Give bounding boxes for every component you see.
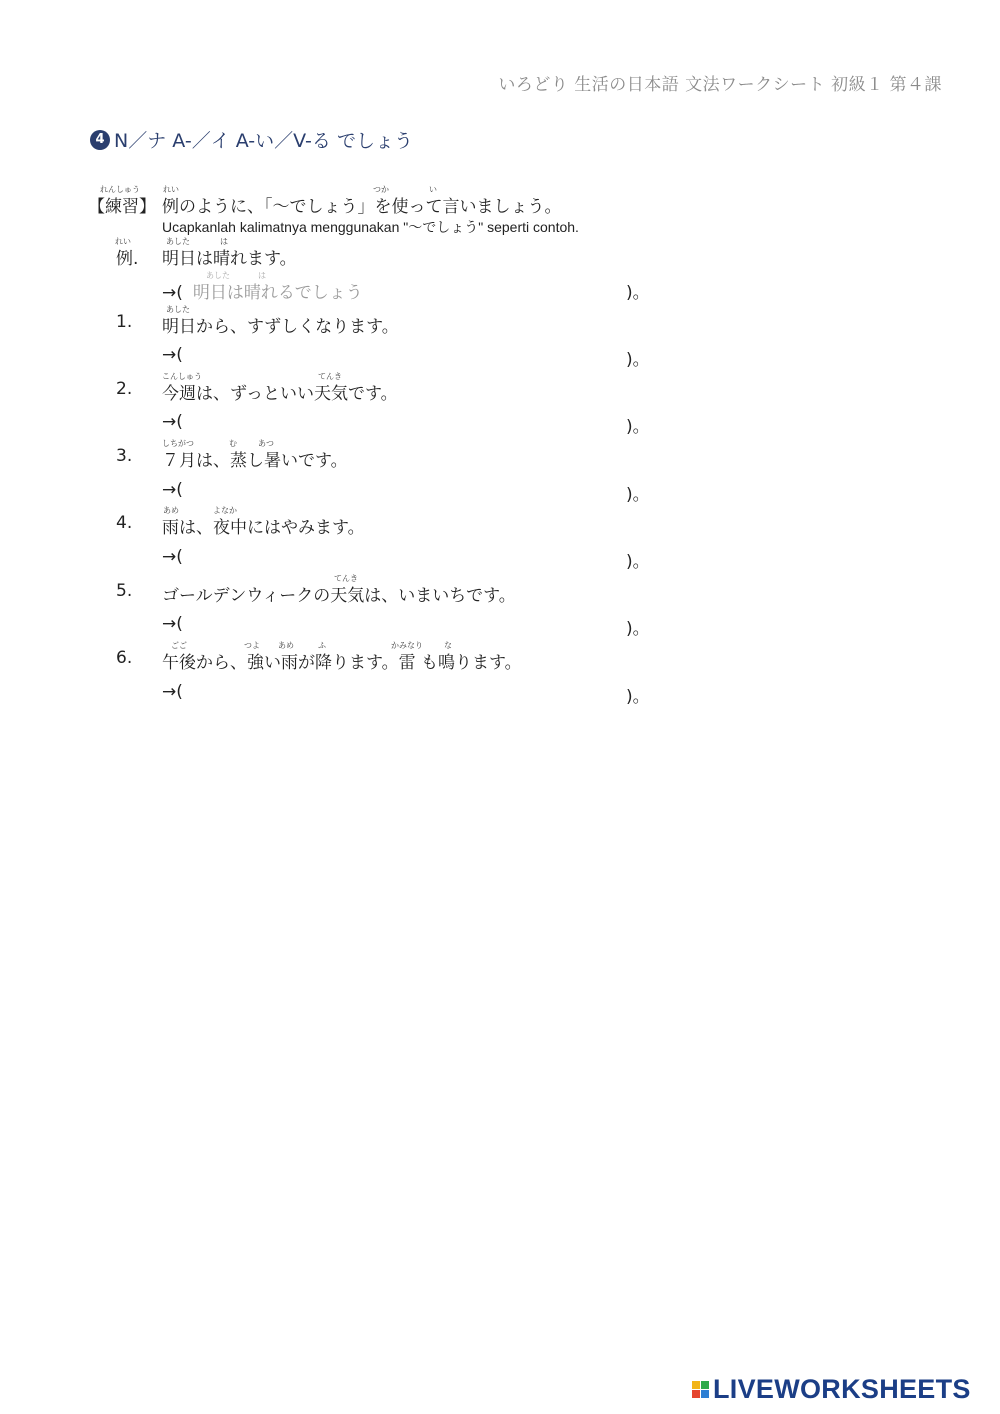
item-number: 3. xyxy=(116,446,133,466)
furigana-item3-shichigatsu: しちがつ xyxy=(162,439,194,448)
furigana-rei: れい xyxy=(163,185,179,194)
furigana-example-answer-ashita: あした xyxy=(206,271,230,280)
item-number: 1. xyxy=(116,312,133,332)
answer-prefix: →( xyxy=(162,682,183,702)
furigana-item4-yonaka: よなか xyxy=(213,506,237,515)
item-sentence: 明日から、すずしくなります。 xyxy=(162,317,399,337)
instruction-subtext: Ucapkanlah kalimatnya menggunakan "～でしょう" seperti contoh. xyxy=(162,219,579,235)
furigana-ashita: あした xyxy=(166,237,190,246)
answer-prefix: →( xyxy=(162,547,183,567)
instruction-text: 例のように、「～でしょう」を使って言いましょう。 xyxy=(162,197,562,217)
worksheet-header: いろどり 生活の日本語 文法ワークシート 初級１ 第４課 xyxy=(498,75,942,95)
furigana-item6-fu: ふ xyxy=(318,641,326,650)
answer-suffix: )。 xyxy=(626,485,650,505)
furigana-tsuka: つか xyxy=(373,185,389,194)
item-sentence: 今週は、ずっといい天気です。 xyxy=(162,384,398,404)
example-answer: 明日は晴れるでしょう xyxy=(192,283,363,303)
logo-square-icon xyxy=(692,1390,700,1398)
item-sentence: 午後から、強い雨が降ります。雷 も鳴ります。 xyxy=(162,653,522,673)
furigana-example-answer-ha: は xyxy=(258,271,266,280)
furigana-item6-na: な xyxy=(444,641,452,650)
logo-square-icon xyxy=(701,1381,709,1389)
answer-suffix: )。 xyxy=(626,350,650,370)
furigana-ha: は xyxy=(220,237,228,246)
furigana-item3-mu: む xyxy=(229,439,237,448)
furigana-item6-gogo: ごご xyxy=(171,641,187,650)
answer-prefix: →( xyxy=(162,614,183,634)
example-sentence: 明日は晴れます。 xyxy=(162,249,297,269)
furigana-item6-tsuyo: つよ xyxy=(244,641,260,650)
section-title-text: N／ナ A-／イ A-い／V-る でしょう xyxy=(114,130,413,152)
section-number-badge: 4 xyxy=(90,130,110,150)
answer-suffix: )。 xyxy=(626,552,650,572)
item-number: 6. xyxy=(116,648,133,668)
item-number: 5. xyxy=(116,581,133,601)
item-sentence: 雨は、夜中にはやみます。 xyxy=(162,518,365,538)
furigana-renshuu: れんしゅう xyxy=(100,185,140,194)
furigana-item1-ashita: あした xyxy=(166,305,190,314)
furigana-i: い xyxy=(429,185,437,194)
example-answer-row xyxy=(162,278,363,303)
furigana-item6-kaminari: かみなり xyxy=(391,641,423,650)
answer-prefix: →( xyxy=(162,345,183,365)
answer-prefix: →( xyxy=(162,480,183,500)
furigana-item3-atsu: あつ xyxy=(258,439,274,448)
logo-text: LIVEWORKSHEETS xyxy=(713,1374,971,1404)
exercise-label: 【練習】 xyxy=(88,197,156,217)
answer-prefix: →( xyxy=(162,283,183,303)
furigana-item6-ame: あめ xyxy=(278,641,294,650)
item-sentence: ゴールデンウィークの天気は、いまいちです。 xyxy=(162,586,516,606)
furigana-item2-tenki: てんき xyxy=(318,372,342,381)
logo-mark-icon xyxy=(692,1381,709,1398)
logo-square-icon xyxy=(701,1390,709,1398)
furigana-item2-konshuu: こんしゅう xyxy=(162,372,202,381)
answer-suffix: )。 xyxy=(626,283,650,303)
logo-square-icon xyxy=(692,1381,700,1389)
answer-suffix: )。 xyxy=(626,687,650,707)
furigana-example-rei: れい xyxy=(115,237,131,246)
liveworksheets-logo xyxy=(692,1374,971,1405)
answer-suffix: )。 xyxy=(626,619,650,639)
item-number: 4. xyxy=(116,513,133,533)
example-label: 例. xyxy=(116,249,139,269)
furigana-item5-tenki: てんき xyxy=(334,574,358,583)
item-number: 2. xyxy=(116,379,133,399)
answer-suffix: )。 xyxy=(626,417,650,437)
section-title xyxy=(90,126,413,153)
furigana-item4-ame: あめ xyxy=(163,506,179,515)
answer-prefix: →( xyxy=(162,412,183,432)
item-sentence: ７月は、蒸し暑いです。 xyxy=(162,451,348,471)
